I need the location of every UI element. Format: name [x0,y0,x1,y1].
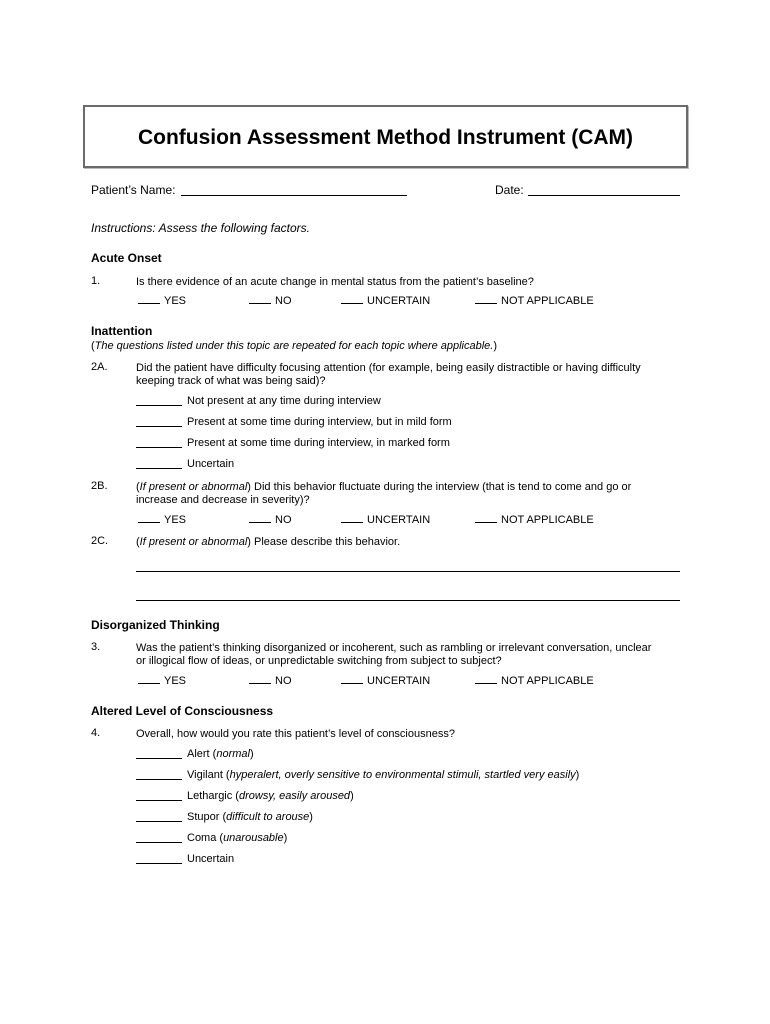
q3-uncertain-option[interactable]: UNCERTAIN [341,675,430,687]
description-line-2[interactable] [136,600,680,601]
question-2a-line2: keeping track of what was being said)? [136,375,326,387]
q1-yes-option[interactable]: YES [138,295,186,307]
choice-not-present: Not present at any time during interview [187,395,381,407]
question-2c-text: (If present or abnormal) Please describe this behavior. [136,536,401,548]
q2b-yes-option[interactable]: YES [138,514,186,526]
choice-uncertain-consciousness: Uncertain [187,853,235,865]
choice-stupor: Stupor (difficult to arouse) [187,811,313,823]
choice-blank[interactable] [136,758,182,759]
question-number: 1. [91,275,101,287]
disorganized-thinking-heading: Disorganized Thinking [91,618,220,632]
choice-lethargic: Lethargic (drowsy, easily aroused) [187,790,354,802]
choice-coma: Coma (unarousable) [187,832,288,844]
description-line-1[interactable] [136,571,680,572]
question-number: 4. [91,727,101,739]
choice-blank[interactable] [136,821,182,822]
patient-name-field[interactable] [181,195,407,196]
question-number: 3. [91,641,101,653]
choice-blank[interactable] [136,447,182,448]
choice-blank[interactable] [136,405,182,406]
date-label: Date: [495,183,524,197]
question-2a-line1: Did the patient have difficulty focusing attention (for example, being easily distractible or having difficulty [136,362,641,374]
question-number: 2A. [91,361,108,373]
question-3-line2: or illogical flow of ideas, or unpredictable switching from subject to subject? [136,655,502,667]
acute-onset-heading: Acute Onset [91,251,162,265]
patient-name-label: Patient’s Name: [91,183,176,197]
q3-no-option[interactable]: NO [249,675,292,687]
q3-yes-option[interactable]: YES [138,675,186,687]
choice-uncertain: Uncertain [187,458,235,470]
choice-blank[interactable] [136,779,182,780]
q1-uncertain-option[interactable]: UNCERTAIN [341,295,430,307]
date-field[interactable] [528,195,680,196]
choice-alert: Alert (normal) [187,748,254,760]
question-number: 2B. [91,480,108,492]
title-box [83,105,688,168]
choice-blank[interactable] [136,468,182,469]
q2b-not-applicable-option[interactable]: NOT APPLICABLE [475,514,594,526]
choice-marked-form: Present at some time during interview, in marked form [187,437,450,449]
q1-not-applicable-option[interactable]: NOT APPLICABLE [475,295,594,307]
question-1-text: Is there evidence of an acute change in mental status from the patient’s baseline? [136,276,534,288]
choice-blank[interactable] [136,842,182,843]
inattention-heading: Inattention [91,324,153,338]
question-4-text: Overall, how would you rate this patient’s level of consciousness? [136,728,455,740]
q2b-uncertain-option[interactable]: UNCERTAIN [341,514,430,526]
choice-blank[interactable] [136,426,182,427]
q3-not-applicable-option[interactable]: NOT APPLICABLE [475,675,594,687]
inattention-note: (The questions listed under this topic are repeated for each topic where applicable.) [91,340,498,352]
choice-blank[interactable] [136,800,182,801]
choice-mild-form: Present at some time during interview, but in mild form [187,416,452,428]
consciousness-heading: Altered Level of Consciousness [91,704,274,718]
choice-vigilant: Vigilant (hyperalert, overly sensitive to environmental stimuli, startled very easily) [187,769,580,781]
page-title: Confusion Assessment Method Instrument (CAM) [137,126,634,149]
question-number: 2C. [91,535,109,547]
q1-no-option[interactable]: NO [249,295,292,307]
question-2b-line2: increase and decrease in severity)? [136,494,310,506]
instructions: Instructions: Assess the following factors. [91,221,310,235]
choice-blank[interactable] [136,863,182,864]
q2b-no-option[interactable]: NO [249,514,292,526]
question-2b-line1: (If present or abnormal) Did this behavior fluctuate during the interview (that is tend to come and go or [136,481,632,493]
question-3-line1: Was the patient’s thinking disorganized or incoherent, such as rambling or irrelevant conversation, unclear [136,642,652,654]
